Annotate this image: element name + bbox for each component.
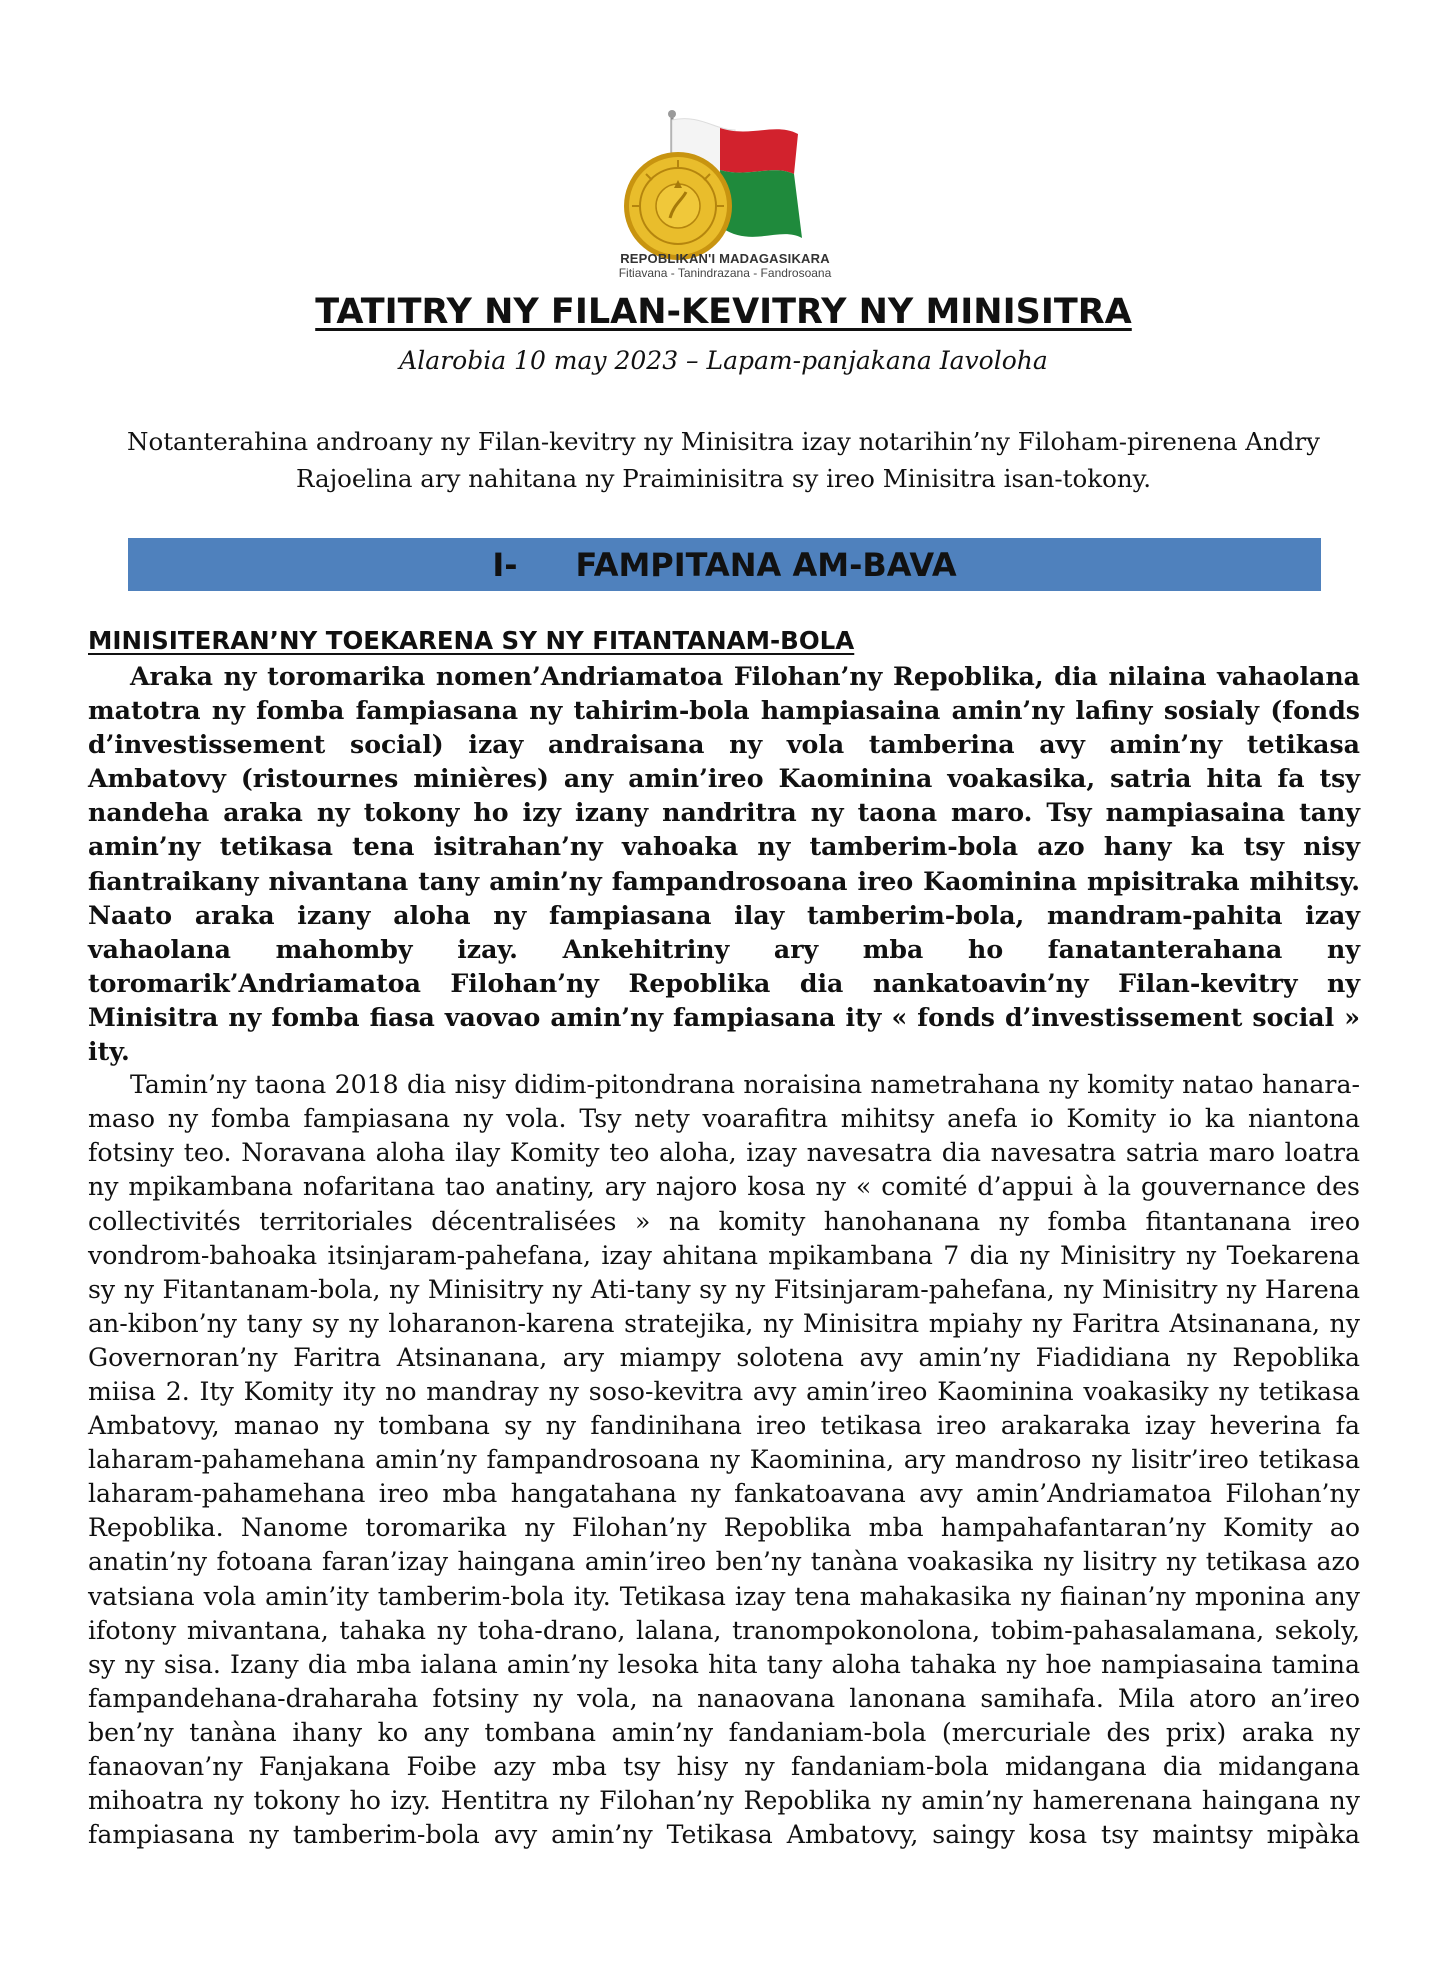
paragraph-decision: Araka ny toromarika nomen’Andriamatoa Filohan’ny Repoblika, dia nilaina vahaolana matotra ny fomba fampiasana ny tahirim-bola hampiasaina amin’ny lafiny sosialy (fonds d’investissement social) izay andraisana ny vola tamberina avy amin’ny tetikasa Ambatovy (ristournes minières) any amin’ireo Kaominina voakasika, satria hita fa tsy nandeha araka ny tokony ho izy izany nandritra ny taona maro. Tsy nampiasaina tany amin’ny tetikasa tena isitrahan’ny vahoaka ny tamberim-bola azo hany ka tsy nisy fiantraikany nivantana tany amin’ny fampandrosoana ireo Kaominina mpisitraka mihitsy. Naato araka izany aloha ny fampiasana ilay tamberim-bola, mandram-pahita izay vahaolana mahomby izay. Ankehitriny ary mba ho fanatanterahana ny toromarik’Andriamatoa Filohan’ny Repoblika dia nankatoavin’ny Filan-kevitry ny Minisitra ny fomba fiasa vaovao amin’ny fampiasana ity « fonds d’investissement social » ity.: [88, 661, 1360, 1067]
meeting-date-place: Alarobia 10 may 2023 – Lapam-panjakana Iavoloha: [399, 346, 1048, 375]
document-title: [0, 292, 1447, 332]
section-number: I-: [492, 545, 518, 584]
intro-paragraph: Notanterahina androany ny Filan-kevitry ny Minisitra izay notarihin’ny Filoham-pirenena Andry Rajoelina ary nahitana ny Praiminisitra sy ireo Minisitra isan-tokony.: [127, 427, 1320, 493]
section-title: FAMPITANA AM-BAVA: [575, 545, 957, 584]
document-title-text: TATITRY NY FILAN-KEVITRY NY MINISITRA: [315, 292, 1132, 332]
paragraph-committee: Tamin’ny taona 2018 dia nisy didim-pitondrana noraisina nametrahana ny komity natao hanara-maso ny fomba fampiasana ny vola. Tsy nety voarafitra mihitsy anefa io Komity io ka niantona fotsiny teo. Noravana aloha ilay Komity teo aloha, izay navesatra dia navesatra satria maro loatra ny mpikambana nofaritana tao anatiny, ary najoro kosa ny « comité d’appui à la gouvernance des collectivités territoriales décentralisées » na komity hanohanana ny fomba fitantanana ireo vondrom-bahoaka itsinjaram-pahefana, izay ahitana mpikambana 7 dia ny Minisitry ny Toekarena sy ny Fitantanam-bola, ny Minisitry ny Ati-tany sy ny Fitsinjaram-pahefana, ny Minisitry ny Harena an-kibon’ny tany sy ny loharanon-karena stratejika, ny Minisitra mpiahy ny Faritra Atsinanana, ny Governoran’ny Faritra Atsinanana, ary miampy solotena avy amin’ny Fiadidiana ny Repoblika miisa 2. Ity Komity ity no mandray ny soso-kevitra avy amin’ireo Kaominina voakasiky ny tetikasa Ambatovy, manao ny tombana sy ny fandinihana ireo tetikasa ireo arakaraka izay heverina fa laharam-pahamehana amin’ny fampandrosoana ny Kaominina, ary mandroso ny lisitr’ireo tetikasa laharam-pahamehana ireo mba hangatahana ny fankatoavana avy amin’Andriamatoa Filohan’ny Repoblika. Nanome toromarika ny Filohan’ny Repoblika mba hampahafantaran’ny Komity ao anatin’ny fotoana faran’izay haingana amin’ireo ben’ny tanàna voakasika ny lisitry ny tetikasa azo vatsiana vola amin’ity tamberim-bola ity. Tetikasa izay tena mahakasika ny fiainan’ny mponina any ifotony mivantana, tahaka ny toha-drano, lalana, tranompokonolona, tobim-pahasalamana, sekoly, sy ny sisa. Izany dia mba ialana amin’ny lesoka hita tany aloha tahaka ny hoe nampiasaina tamina fampandehana-draharaha fotsiny ny vola, na nanaovana lanonana samihafa. Mila atoro an’ireo ben’ny tanàna ihany ko any tombana amin’ny fandaniam-bola (mercuriale des prix) araka ny fanaovan’ny Fanjakana Foibe azy mba tsy hisy ny fandaniam-bola midangana dia midangana mihoatra ny tokony ho izy. Hentitra ny Filohan’ny Repoblika ny amin’ny hamerenana haingana ny fampiasana ny tamberim-bola avy amin’ny Tetikasa Ambatovy, saingy kosa tsy maintsy mipàka: [88, 1070, 1360, 1850]
section-banner: [128, 538, 1321, 591]
republic-name: REPOBLIKAN'I MADAGASIKARA: [620, 251, 830, 266]
document-body: [88, 659, 1360, 1852]
republic-motto: Fitiavana - Tanindrazana - Fandrosoana: [618, 266, 832, 280]
ministry-heading: MINISITERAN’NY TOEKARENA SY NY FITANTANAM-BOLA: [88, 626, 855, 655]
